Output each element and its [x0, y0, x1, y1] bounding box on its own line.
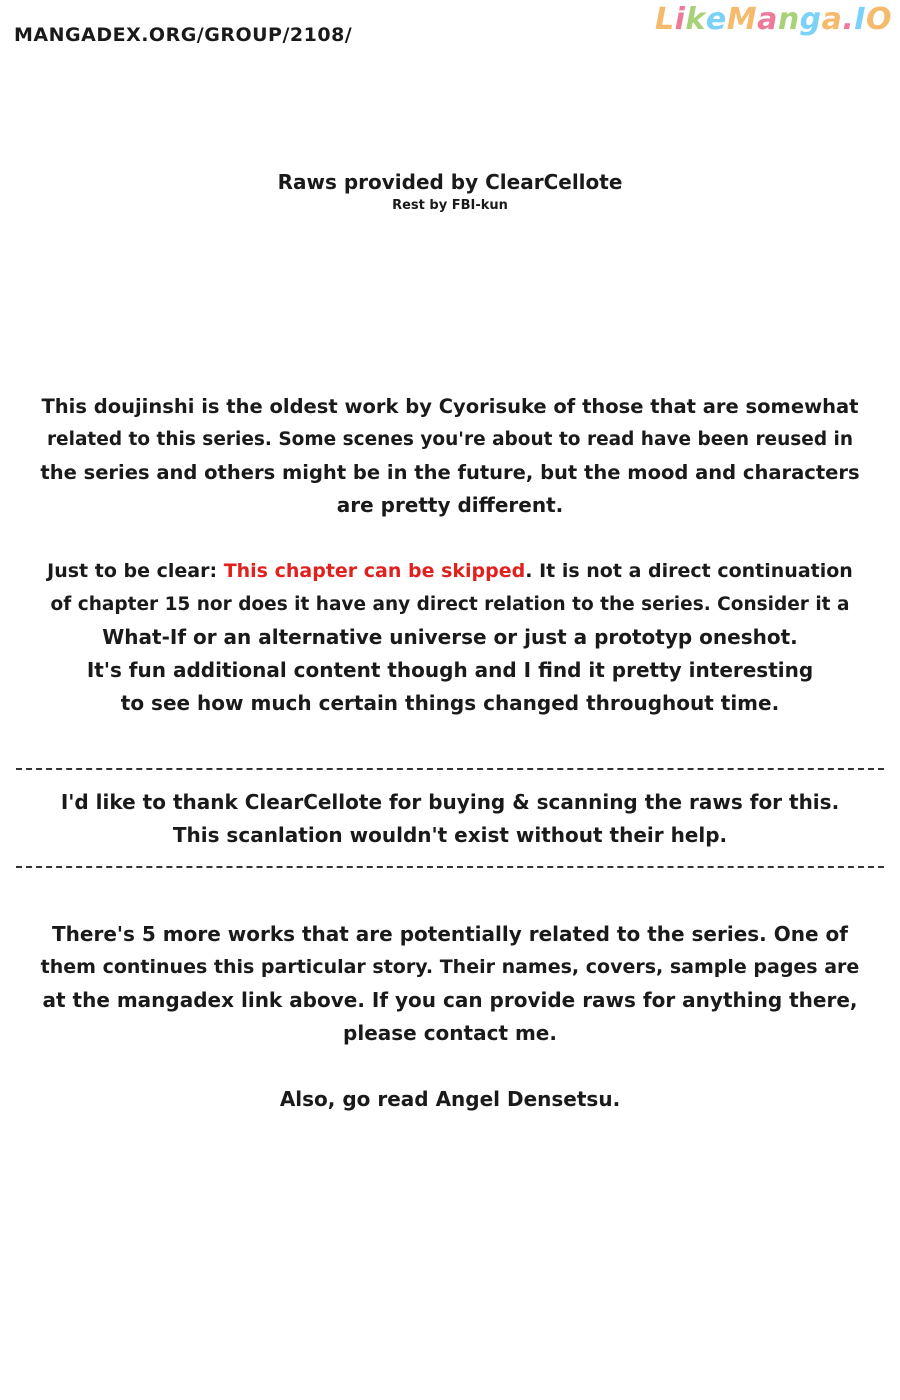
text-line: to see how much certain things changed throughout time.	[120, 691, 780, 715]
watermark-letter: e	[705, 2, 727, 37]
text-line: are pretty different.	[336, 493, 564, 517]
dashed-divider	[16, 866, 884, 868]
text-line	[40, 555, 860, 588]
dashed-divider	[16, 768, 884, 770]
watermark-letter: g	[799, 2, 822, 37]
raws-credit: Raws provided by ClearCellote	[277, 170, 623, 194]
thanks-paragraph	[40, 786, 860, 852]
watermark-logo	[655, 2, 892, 37]
text-line: them continues this particular story. Their names, covers, sample pages are	[40, 956, 860, 978]
watermark-letter: a	[821, 2, 843, 37]
watermark-letter: I	[854, 2, 866, 37]
rest-credit: Rest by FBI-kun	[392, 198, 508, 213]
text-line: please contact me.	[343, 1021, 557, 1045]
text-line: Also, go read Angel Densetsu.	[279, 1087, 621, 1111]
watermark-letter: a	[757, 2, 778, 37]
text-line: This doujinshi is the oldest work by Cyorisuke of those that are somewhat	[41, 395, 859, 418]
credits	[0, 170, 900, 213]
text-line: the series and others might be in the future, but the mood and characters	[40, 461, 860, 484]
notice-paragraph	[40, 555, 860, 720]
text-line: at the mangadex link above. If you can provide raws for anything there,	[42, 988, 858, 1012]
text-line: of chapter 15 nor does it have any direct relation to the series. Consider it a	[50, 594, 850, 615]
text-line: related to this series. Some scenes you're about to read have been reused in	[46, 429, 854, 450]
watermark-letter: O	[865, 2, 892, 37]
text-line: What-If or an alternative universe or just a prototyp oneshot.	[102, 625, 798, 649]
text-line: There's 5 more works that are potentially related to the series. One of	[52, 922, 848, 946]
more-works-paragraph	[40, 918, 860, 1050]
text-line: I'd like to thank ClearCellote for buying & scanning the raws for this.	[60, 790, 840, 814]
watermark-letter: L	[654, 2, 675, 37]
watermark-letter: .	[842, 2, 855, 37]
notice-suffix: . It is not a direct continuation	[525, 560, 853, 582]
text-line: It's fun additional content though and I find it pretty interesting	[86, 658, 814, 682]
intro-paragraph	[40, 390, 860, 522]
closing-line	[40, 1083, 860, 1116]
watermark-letter: i	[674, 2, 686, 37]
watermark-letter: k	[685, 2, 706, 37]
text-line: This scanlation wouldn't exist without their help.	[172, 823, 728, 847]
watermark-letter: M	[726, 2, 758, 37]
notice-prefix: Just to be clear:	[47, 560, 224, 582]
watermark-letter: n	[777, 2, 800, 37]
group-url: MANGADEX.ORG/GROUP/2108/	[14, 24, 353, 46]
skip-highlight: This chapter can be skipped	[223, 560, 526, 582]
